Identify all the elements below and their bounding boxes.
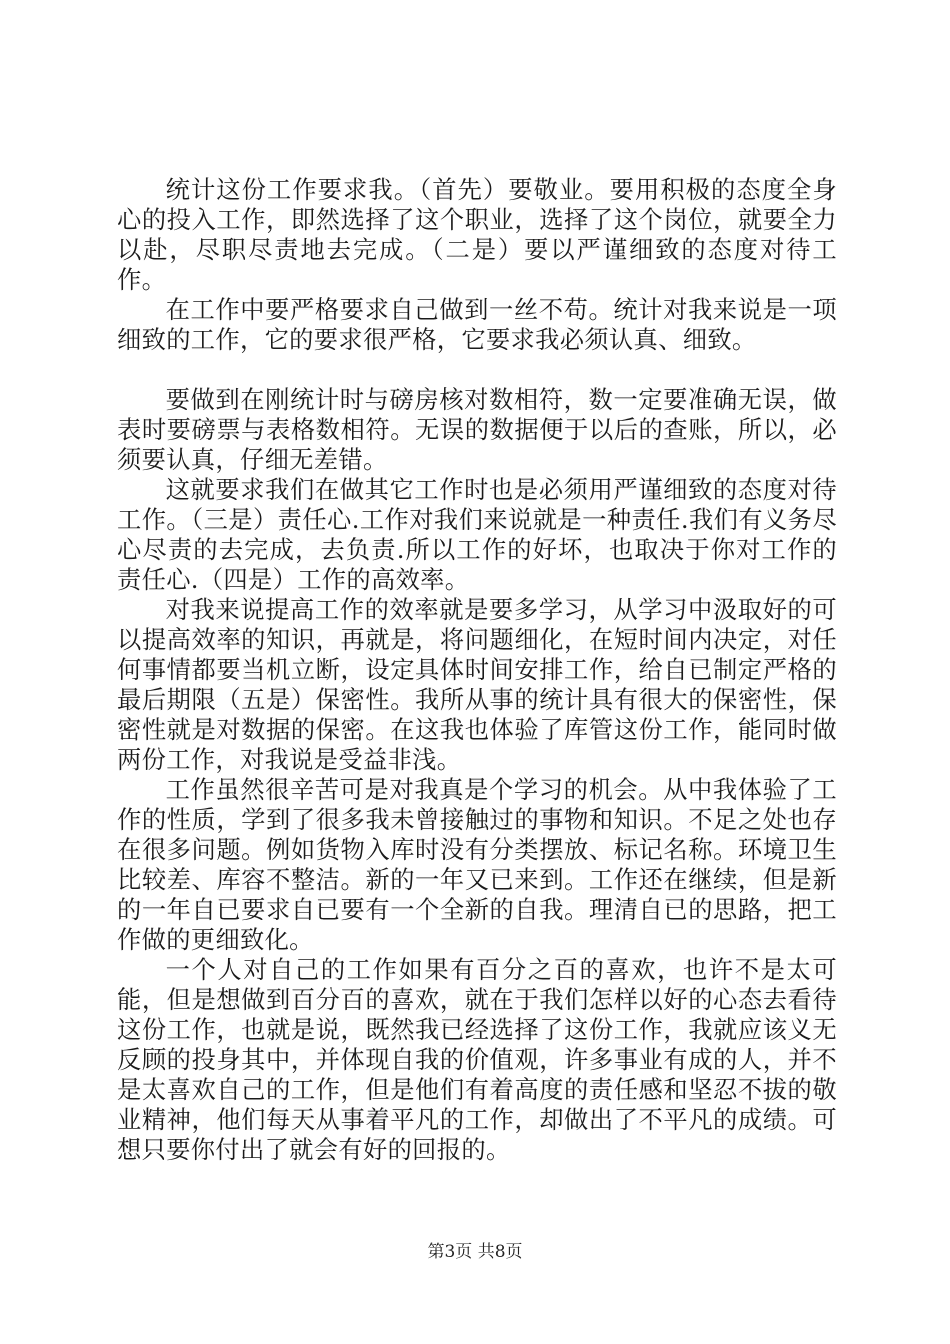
page-number-footer: 第3页 共8页 (427, 1242, 523, 1262)
paragraph-7: 一个人对自己的工作如果有百分之百的喜欢，也许不是太可能，但是想做到百分百的喜欢，就在于我们怎样以好的心态去看待这份工作，也就是说，既然我已经选择了这份工作，我就应该义无反顾的投身其中，并体现自我的价值观，许多事业有成的人，并不是太喜欢自己的工作，但是他们有着高度的责任感和坚忍不拔的敬业精神，他们每天从事着平凡的工作，却做出了不平凡的成绩。可想只要你付出了就会有好的回报的。 (117, 955, 837, 1164)
paragraph-3: 要做到在刚统计时与磅房核对数相符，数一定要准确无误，做表时要磅票与表格数相符。无误的数据便于以后的查账，所以，必须要认真，仔细无差错。 (117, 385, 837, 474)
paragraph-5: 对我来说提高工作的效率就是要多学习，从学习中汲取好的可以提高效率的知识，再就是，将问题细化，在短时间内决定，对任何事情都要当机立断，设定具体时间安排工作，给自已制定严格的最后期限（五是）保密性。我所从事的统计具有很大的保密性，保密性就是对数据的保密。在这我也体验了库管这份工作，能同时做两份工作，对我说是受益非浅。 (117, 595, 837, 774)
paragraph-2: 在工作中要严格要求自己做到一丝不苟。统计对我来说是一项细致的工作，它的要求很严格，它要求我必须认真、细致。 (117, 295, 837, 354)
paragraph-6: 工作虽然很辛苦可是对我真是个学习的机会。从中我体验了工作的性质，学到了很多我未曾接触过的事物和知识。不足之处也存在很多问题。例如货物入库时没有分类摆放、标记名称。环境卫生比较差、库容不整洁。新的一年又已来到。工作还在继续，但是新的一年自已要求自已要有一个全新的自我。理清自已的思路，把工作做的更细致化。 (117, 775, 837, 954)
document-body (117, 175, 837, 1165)
paragraph-4: 这就要求我们在做其它工作时也是必须用严谨细致的态度对待工作。（三是）责任心.工作对我们来说就是一种责任.我们有义务尽心尽责的去完成，去负责.所以工作的好坏，也取决于你对工作的责任心.（四是）工作的高效率。 (117, 475, 837, 594)
paragraph-1: 统计这份工作要求我。（首先）要敬业。要用积极的态度全身心的投入工作，即然选择了这个职业，选择了这个岗位，就要全力以赴，尽职尽责地去完成。（二是）要以严谨细致的态度对待工作。 (117, 175, 837, 294)
